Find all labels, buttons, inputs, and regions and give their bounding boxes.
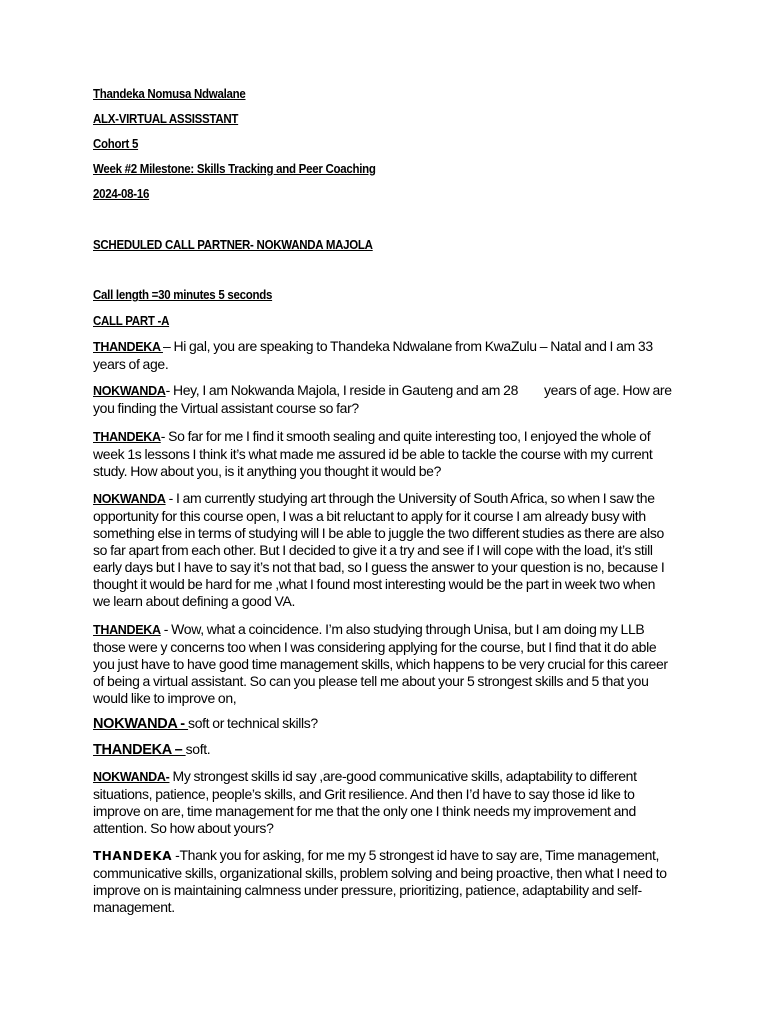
- dialogue-text: Wow, what a coincidence. I’m also studying through Unisa, but I am doing my LLB those were y concerns too when I was considering applying for the course, but I find that it do able you just have to have good time management skills, which happens to be very crucial for this career of being a virtual assistant. So can you please tell me about your 5 strongest skills and 5 that you would like to improve on,: [93, 621, 668, 706]
- dialogue-paragraph: [93, 338, 675, 373]
- speaker-separator: -: [165, 382, 173, 398]
- dialogue-paragraph: [93, 741, 675, 759]
- dialogue-text: soft or technical skills?: [188, 715, 318, 731]
- cohort-label: Cohort 5: [93, 137, 139, 151]
- dialogue-text: Hi gal, you are speaking to Thandeka Ndwalane from KwaZulu – Natal and I am 33 years of age.: [93, 338, 653, 372]
- dialogue-paragraph: [93, 768, 675, 837]
- speaker-separator: -: [160, 428, 169, 444]
- dialogue-paragraph: [93, 382, 675, 417]
- milestone-title: Week #2 Milestone: Skills Tracking and Peer Coaching: [93, 162, 376, 176]
- speaker-label: THANDEKA: [93, 340, 163, 354]
- speaker-separator: –: [162, 338, 174, 354]
- call-part-heading: CALL PART -A: [93, 314, 170, 328]
- speaker-label: NOKWANDA-: [93, 770, 170, 784]
- dialogue-paragraph: [93, 847, 675, 916]
- dialogue-text: Hey, I am Nokwanda Majola, I reside in Gauteng and am 28: [172, 382, 519, 398]
- speaker-label: THANDEKA: [93, 623, 161, 637]
- speaker-label: NOKWANDA: [93, 492, 166, 506]
- speaker-separator: -: [160, 621, 172, 637]
- dialogue-paragraph: [93, 621, 675, 707]
- speaker-label: THANDEKA: [93, 430, 161, 444]
- dialogue-paragraph: [93, 428, 675, 480]
- call-length: Call length =30 minutes 5 seconds: [93, 288, 273, 302]
- speaker-label: NOKWANDA -: [93, 716, 189, 732]
- document-date: 2024-08-16: [93, 187, 150, 201]
- dialogue-text: soft.: [185, 741, 211, 757]
- dialogue-text: My strongest skills id say ,are-good communicative skills, adaptability to different situations, patience, people’s skills, and Grit resilience. And then I’d have to say those id like to improve on are, time management for me that the only one I think needs my improvement and attention. So how about yours?: [93, 768, 637, 836]
- speaker-separator: -: [165, 490, 177, 506]
- dialogue-text: Thank you for asking, for me my 5 strongest id have to say are, Time management, communicative skills, organizational skills, problem solving and being proactive, then what I need to improve on is maintaining calmness under pressure, prioritizing, patience, adaptability and self-management.: [93, 847, 667, 915]
- dialogue-paragraph: [93, 490, 675, 610]
- dialogue-text: I am currently studying art through the University of South Africa, so when I saw the opportunity for this course open, I was a bit reluctant to apply for it course I am already busy with something else in terms of studying will I be able to juggle the two different studies as there are also so far apart from each other. But I decided to give it a try and see if I will cope with the load, it’s still early days but I have to say it’s not that bad, so I guess the answer to your question is no, because I thought it would be hard for me ,what I found most interesting would be the part in week two when we learn about defining a good VA.: [93, 490, 665, 609]
- dialogue-text: years of age. How are you finding the Virtual assistant course so far?: [93, 382, 672, 416]
- speaker-label: THANDEKA –: [93, 742, 186, 758]
- program-title: ALX-VIRTUAL ASSISSTANT: [93, 112, 239, 126]
- dialogue-paragraph: [93, 715, 675, 733]
- call-partner-heading: SCHEDULED CALL PARTNER- NOKWANDA MAJOLA: [93, 238, 373, 252]
- speaker-label: NOKWANDA: [93, 384, 166, 398]
- dialogue-text: So far for me I find it smooth sealing and quite interesting too, I enjoyed the whole of week 1s lessons I think it’s what made me assured id be able to tackle the course with my current study. How about you, is it anything you thought it would be?: [93, 428, 653, 479]
- speaker-label: THANDEKA: [93, 849, 173, 863]
- author-name: Thandeka Nomusa Ndwalane: [93, 87, 246, 101]
- speaker-separator: -: [172, 847, 180, 863]
